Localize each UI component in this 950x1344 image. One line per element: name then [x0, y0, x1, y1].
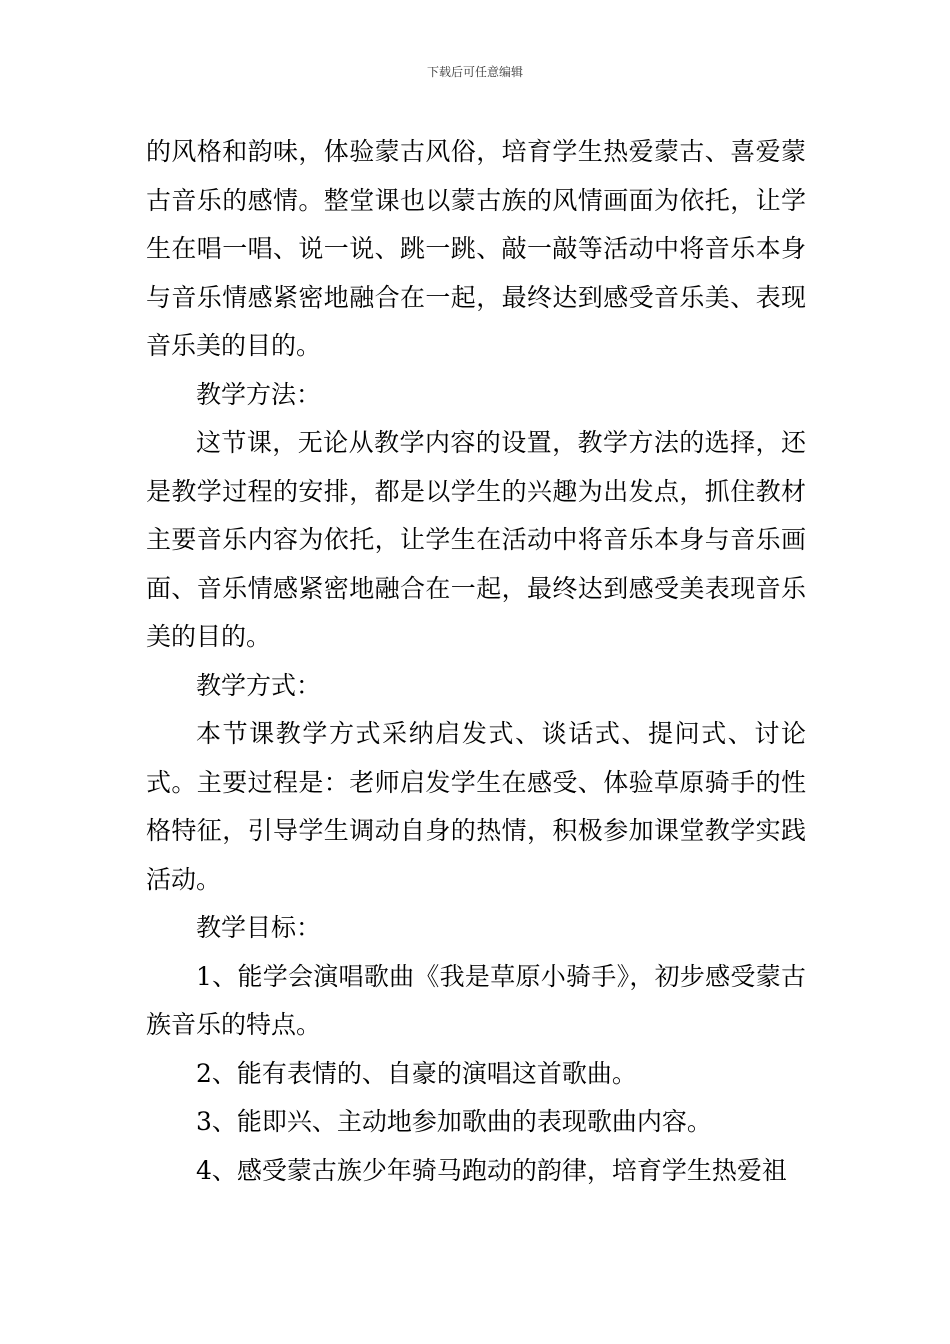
heading-teaching-style: 教学方式： — [196, 670, 322, 700]
paragraph-teaching-style: 本节课教学方式采纳启发式、谈话式、提问式、讨论式。主要过程是：老师启发学生在感受、体验草原骑手的性格特征，引导学生调动自身的热情，积极参加课堂教学实践活动。 — [146, 719, 806, 894]
goal-item-1: 1、能学会演唱歌曲《我是草原小骑手》，初步感受蒙古族音乐的特点。 — [146, 961, 806, 1039]
goal-item-3: 3、能即兴、主动地参加歌曲的表现歌曲内容。 — [196, 1107, 712, 1136]
heading-teaching-goals: 教学目标： — [196, 913, 322, 942]
paragraph-intro-continuation: 的风格和韵味，体验蒙古风俗，培育学生热爱蒙古、喜爱蒙古音乐的感情。整堂课也以蒙古族的风情画面为依托，让学生在唱一唱、说一说、跳一跳、敲一敲等活动中将音乐本身与音乐情感紧密地融合在一起，最终达到感受音乐美、表现音乐美的目的。 — [146, 137, 806, 360]
goal-item-4: 4、感受蒙古族少年骑马跑动的韵律，培育学生热爱祖 — [196, 1155, 787, 1185]
page-header: 下载后可任意编辑 — [426, 65, 523, 79]
heading-teaching-method: 教学方法： — [196, 379, 322, 409]
goal-item-2: 2、能有表情的、自豪的演唱这首歌曲。 — [196, 1058, 637, 1088]
document-body — [146, 128, 806, 1195]
paragraph-teaching-method: 这节课，无论从教学内容的设置，教学方法的选择，还是教学过程的安排，都是以学生的兴趣为出发点，抓住教材主要音乐内容为依托，让学生在活动中将音乐本身与音乐画面、音乐情感紧密地融合在一起，最终达到感受美表现音乐美的目的。 — [146, 428, 806, 651]
